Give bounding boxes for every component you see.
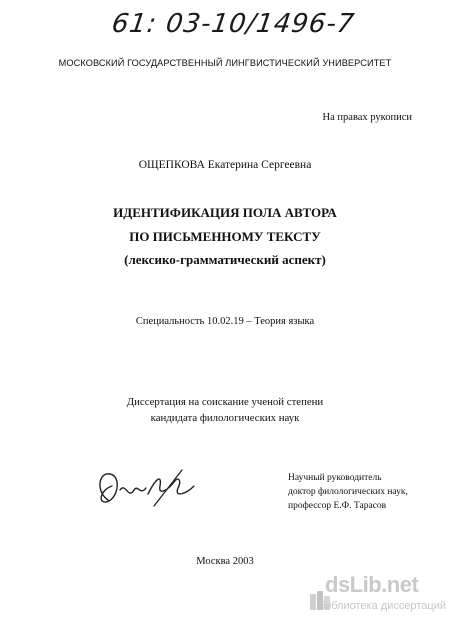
archive-stamp-number: 61: 03-10/1496-7 (109, 9, 357, 39)
author-name: ОЩЕПКОВА Екатерина Сергеевна (138, 159, 312, 171)
thesis-title-line-1: ИДЕНТИФИКАЦИЯ ПОЛА АВТОРА (113, 205, 337, 220)
specialty-line: Специальность 10.02.19 – Теория языка (135, 316, 315, 327)
handwritten-signature (90, 460, 200, 516)
manuscript-rights-note: На правах рукописи (322, 112, 412, 123)
watermark-logo-text: dsLib.net (325, 572, 419, 597)
city-year: Москва 2003 (196, 556, 254, 567)
supervisor-degree: доктор филологических наук, (288, 487, 408, 497)
thesis-title-line-3: (лексико-грамматический аспект) (124, 252, 326, 267)
supervisor-name: профессор Е.Ф. Тарасов (288, 501, 387, 511)
dissertation-degree-line-2: кандидата филологических наук (150, 412, 300, 424)
university-name: МОСКОВСКИЙ ГОСУДАРСТВЕННЫЙ ЛИНГВИСТИЧЕСКИЙ УНИВЕРСИТЕТ (58, 58, 392, 68)
thesis-title-line-2: ПО ПИСЬМЕННОМУ ТЕКСТУ (129, 229, 321, 244)
supervisor-role: Научный руководитель (288, 473, 382, 483)
dissertation-degree-line-1: Диссертация на соискание ученой степени (126, 396, 324, 408)
watermark-subtitle: библиотека диссертаций (318, 600, 446, 612)
dslib-watermark (301, 570, 446, 620)
